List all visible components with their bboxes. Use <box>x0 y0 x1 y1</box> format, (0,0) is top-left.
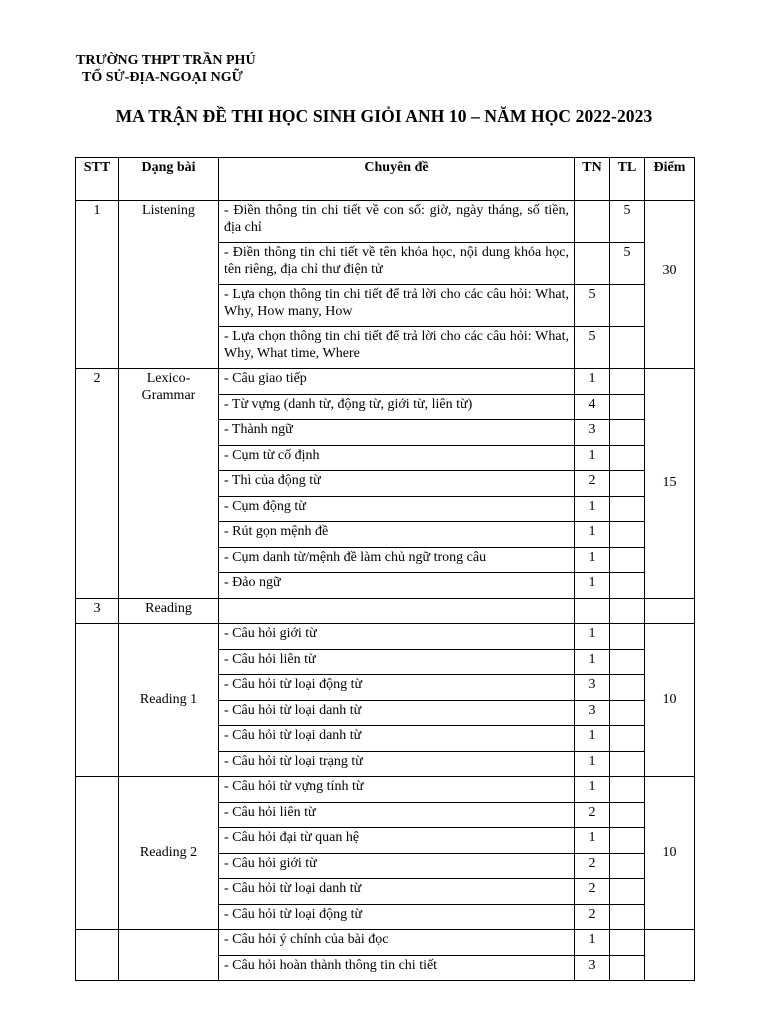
stt-cell <box>76 777 119 930</box>
tl-cell <box>610 649 645 675</box>
tn-cell: 2 <box>575 904 610 930</box>
chuyen-de-cell: - Cụm danh từ/mệnh đề làm chủ ngữ trong câu <box>219 547 575 573</box>
tl-cell: 5 <box>610 243 645 285</box>
tl-cell <box>610 828 645 854</box>
table-row <box>76 930 695 956</box>
chuyen-de-cell: - Câu giao tiếp <box>219 369 575 395</box>
chuyen-de-cell: - Câu hỏi giới từ <box>219 853 575 879</box>
tl-cell <box>610 904 645 930</box>
stt-cell <box>76 624 119 777</box>
chuyen-de-cell: - Cụm động từ <box>219 496 575 522</box>
tn-cell: 2 <box>575 853 610 879</box>
table-row <box>76 777 695 803</box>
tl-cell <box>610 327 645 369</box>
school-name: TRƯỜNG THPT TRẦN PHÚ <box>76 53 256 68</box>
chuyen-de-cell: - Cụm từ cố định <box>219 445 575 471</box>
tl-cell <box>610 522 645 548</box>
tl-cell <box>610 675 645 701</box>
tl-cell <box>610 624 645 650</box>
tl-cell <box>610 547 645 573</box>
chuyen-de-cell: - Điền thông tin chi tiết về con số: giờ, ngày tháng, số tiền, địa chỉ <box>219 201 575 243</box>
col-header-stt: STT <box>76 158 119 201</box>
table-row <box>76 369 695 395</box>
tl-cell <box>610 853 645 879</box>
diem-cell <box>645 930 695 981</box>
tl-cell <box>610 394 645 420</box>
chuyen-de-cell: - Câu hỏi ý chính của bài đọc <box>219 930 575 956</box>
chuyen-de-cell: - Đảo ngữ <box>219 573 575 599</box>
tl-cell <box>610 573 645 599</box>
chuyen-de-cell: - Thì của động từ <box>219 471 575 497</box>
table-row <box>76 598 695 624</box>
diem-cell: 10 <box>645 777 695 930</box>
tn-cell: 1 <box>575 649 610 675</box>
tn-cell: 5 <box>575 285 610 327</box>
tn-cell: 2 <box>575 879 610 905</box>
tl-cell <box>610 285 645 327</box>
tl-cell <box>610 420 645 446</box>
tl-cell <box>610 496 645 522</box>
dang-bai-cell: Listening <box>119 201 219 369</box>
page-title: MA TRẬN ĐỀ THI HỌC SINH GIỎI ANH 10 – NĂM HỌC 2022-2023 <box>115 106 653 126</box>
chuyen-de-cell: - Câu hỏi đại từ quan hệ <box>219 828 575 854</box>
tn-cell: 1 <box>575 828 610 854</box>
school-header <box>76 52 256 86</box>
chuyen-de-cell: - Câu hỏi từ loại động từ <box>219 904 575 930</box>
tn-cell <box>575 243 610 285</box>
chuyen-de-cell: - Câu hỏi từ loại danh từ <box>219 700 575 726</box>
table-row <box>76 201 695 243</box>
chuyen-de-cell: - Câu hỏi liên từ <box>219 802 575 828</box>
tl-cell <box>610 955 645 981</box>
stt-cell <box>76 930 119 981</box>
tn-cell: 1 <box>575 547 610 573</box>
tl-cell <box>610 700 645 726</box>
diem-cell: 10 <box>645 624 695 777</box>
tn-cell: 1 <box>575 624 610 650</box>
tn-cell: 1 <box>575 930 610 956</box>
chuyen-de-cell: - Câu hỏi hoàn thành thông tin chi tiết <box>219 955 575 981</box>
tn-cell <box>575 201 610 243</box>
tl-cell <box>610 802 645 828</box>
chuyen-de-cell: - Lựa chọn thông tin chi tiết để trả lời cho các câu hỏi: What, Why, What time, Where <box>219 327 575 369</box>
tn-cell <box>575 598 610 624</box>
chuyen-de-cell <box>219 598 575 624</box>
tn-cell: 4 <box>575 394 610 420</box>
tl-cell <box>610 930 645 956</box>
stt-cell: 1 <box>76 201 119 369</box>
diem-cell <box>645 598 695 624</box>
tl-cell <box>610 879 645 905</box>
tl-cell <box>610 777 645 803</box>
stt-cell: 3 <box>76 598 119 624</box>
dang-bai-cell: Lexico-Grammar <box>119 369 219 599</box>
chuyen-de-cell: - Câu hỏi từ loại động từ <box>219 675 575 701</box>
stt-cell: 2 <box>76 369 119 599</box>
col-header-tn: TN <box>575 158 610 201</box>
chuyen-de-cell: - Rút gọn mệnh đề <box>219 522 575 548</box>
chuyen-de-cell: - Thành ngữ <box>219 420 575 446</box>
chuyen-de-cell: - Câu hỏi giới từ <box>219 624 575 650</box>
diem-cell: 30 <box>645 201 695 369</box>
dang-bai-cell: Reading 2 <box>119 777 219 930</box>
chuyen-de-cell: - Từ vựng (danh từ, động từ, giới từ, liên từ) <box>219 394 575 420</box>
tn-cell: 3 <box>575 675 610 701</box>
tn-cell: 3 <box>575 955 610 981</box>
tn-cell: 3 <box>575 700 610 726</box>
dang-bai-cell: Reading <box>119 598 219 624</box>
chuyen-de-cell: - Câu hỏi từ loại danh từ <box>219 726 575 752</box>
dang-bai-cell <box>119 930 219 981</box>
col-header-dang-bai: Dạng bài <box>119 158 219 201</box>
tn-cell: 1 <box>575 573 610 599</box>
tn-cell: 1 <box>575 496 610 522</box>
tn-cell: 1 <box>575 777 610 803</box>
chuyen-de-cell: - Câu hỏi từ loại danh từ <box>219 879 575 905</box>
chuyen-de-cell: - Câu hỏi từ vựng tính từ <box>219 777 575 803</box>
tn-cell: 3 <box>575 420 610 446</box>
chuyen-de-cell: - Điền thông tin chi tiết về tên khóa học, nội dung khóa học, tên riêng, địa chỉ thư điện tử <box>219 243 575 285</box>
tn-cell: 5 <box>575 327 610 369</box>
col-header-tl: TL <box>610 158 645 201</box>
tl-cell <box>610 471 645 497</box>
tl-cell <box>610 726 645 752</box>
col-header-diem: Điểm <box>645 158 695 201</box>
tl-cell <box>610 369 645 395</box>
department-name: TỔ SỬ-ĐỊA-NGOẠI NGỮ <box>82 70 243 85</box>
tl-cell <box>610 445 645 471</box>
tn-cell: 2 <box>575 802 610 828</box>
chuyen-de-cell: - Câu hỏi liên từ <box>219 649 575 675</box>
tn-cell: 1 <box>575 369 610 395</box>
chuyen-de-cell: - Câu hỏi từ loại trạng từ <box>219 751 575 777</box>
table-row <box>76 624 695 650</box>
col-header-chuyen-de: Chuyên đề <box>219 158 575 201</box>
tn-cell: 1 <box>575 751 610 777</box>
table-header-row <box>76 158 695 201</box>
dang-bai-cell: Reading 1 <box>119 624 219 777</box>
tl-cell: 5 <box>610 201 645 243</box>
tn-cell: 2 <box>575 471 610 497</box>
tn-cell: 1 <box>575 726 610 752</box>
exam-matrix-table <box>75 157 695 981</box>
tn-cell: 1 <box>575 522 610 548</box>
tn-cell: 1 <box>575 445 610 471</box>
tl-cell <box>610 751 645 777</box>
diem-cell: 15 <box>645 369 695 599</box>
tl-cell <box>610 598 645 624</box>
chuyen-de-cell: - Lựa chọn thông tin chi tiết để trả lời cho các câu hỏi: What, Why, How many, How <box>219 285 575 327</box>
